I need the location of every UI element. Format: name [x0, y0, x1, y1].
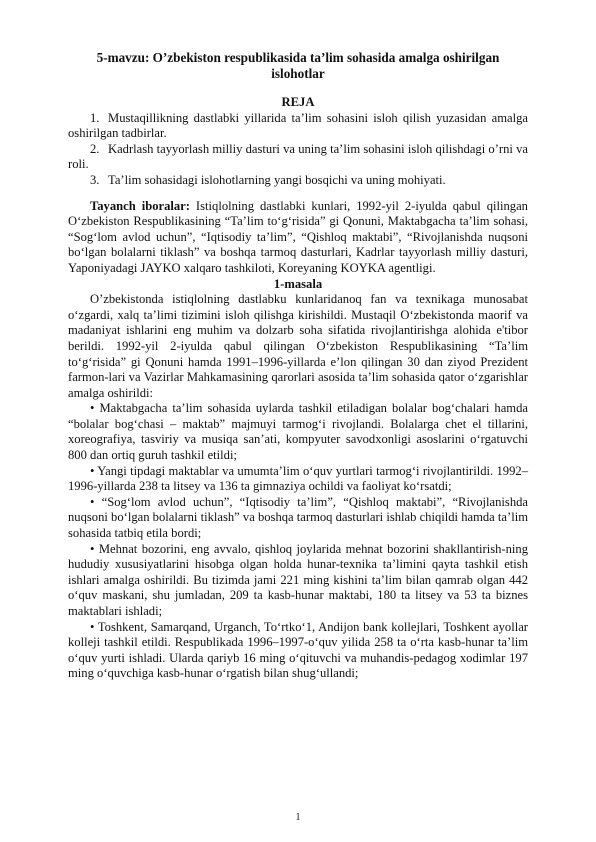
plan-item-number: 2. [90, 141, 100, 156]
keywords-paragraph [68, 199, 528, 277]
bullet-paragraph: • Yangi tipdagi maktablar va umumta’lim o‘quv yurtlari tarmog‘i rivojlantirildi. 1992–1996-yillarda 238 ta litsey va 136 ta gimnaziya ochildi va faoliyat ko‘rsatdi; [68, 463, 528, 494]
plan-item-text: Mustaqillikning dastlabki yillarida ta’lim sohasini isloh qilish yuzasidan amalga oshirilgan tadbirlar. [68, 110, 528, 141]
plan-item-text: Ta’lim sohasidagi islohotlarning yangi bosqichi va uning mohiyati. [108, 172, 446, 187]
plan-item-number: 1. [90, 110, 100, 125]
body-paragraph: O’zbekistonda istiqlolning dastlabku kunlaridanoq fan va texnikaga munosabat o‘zgardi, xalq ta’limi tizimini isloh qilishga kirishildi. Mustaqil O‘zbekistonda maorif va madaniyat ishlarini eng muhim va dolzarb soha sifatida rivojlantirishga alohida e'tibor berildi. 1992-yil 2-iyulda qabul qilingan O‘zbekiston Respublikasining “Ta’lim to‘g‘risida” gi Qonuni hamda 1991–1996-yillarda e’lon qilingan 30 dan ziyod Prezident farmon-lari va Vazirlar Mahkamasining qarorlari asosida ta’lim sohasida qator o‘zgarishlar amalga oshirildi: [68, 292, 528, 400]
section-heading: 1-masala [273, 276, 323, 291]
document-page [68, 50, 528, 682]
plan-item-number: 3. [90, 172, 100, 187]
bullet-paragraph: • “Sog‘lom avlod uchun”, “Iqtisodiy ta’lim”, “Qishloq maktabi”, “Rivojlanishda nuqsoni bo‘lgan bolalarni tiklash” va boshqa tarmoq dasturlari ishlab chiqildi hamda ta’lim sohasida tatbiq etila bordi; [68, 494, 528, 541]
keywords-label: Tayanch iboralar: [90, 198, 190, 213]
keywords-text: Istiqlolning dastlabki kunlari, 1992-yil 2-iyulda qabul qilingan O‘zbekiston Respublikasining “Ta’lim to‘g‘risida” gi Qonuni, Maktabgacha ta’lim sohasi, “Sog‘lom avlod uchun”, “Iqtisodiy ta’lim”, “Qishloq maktabi”, “Rivojlanishda nuqsoni bo‘lgan bolalarni tiklash” va boshqa tarmoq dasturlari, Kadrlar tayyorlash milliy dasturi, Yaponiyadagi JAYKO xalqaro tashkiloti, Koreyaning KOYKA agentligi. [68, 198, 528, 275]
plan-item [68, 111, 528, 142]
plan-heading: REJA [281, 95, 315, 109]
bullet-paragraph: • Mehnat bozorini, eng avvalo, qishloq joylarida mehnat bozorini shakllantirish-ning hududiy xususiyatlarini hisobga olgan holda hunar-texnika ta’limini qayta tashkil etish ishlari amalga oshirildi. Bu tizimda jami 221 ming kishini ta’lim bilan qamrab olgan 442 o‘quv maskani, shu jumladan, 209 ta kasb-hunar maktabi, 180 ta litsey va 53 ta biznes maktablari ishladi; [68, 541, 528, 618]
plan-item [68, 142, 528, 173]
bullet-paragraph: • Toshkent, Samarqand, Urganch, To‘rtko‘1, Andijon bank kollejlari, Toshkent ayollar kolleji tashkil etildi. Respublikada 1996–1997-o‘quv yilida 258 ta o‘rta kasb-hunar ta’lim o‘quv yurti ishladi. Ularda qariyb 16 ming o‘qituvchi va muhandis-pedagog xodimlar 197 ming o‘quvchiga kasb-hunar o‘rgatish bilan shug‘ullandi; [68, 619, 528, 681]
plan-item [68, 173, 528, 189]
page-number: 1 [295, 812, 301, 823]
plan-item-text: Kadrlash tayyorlash milliy dasturi va uning ta’lim sohasini isloh qilishdagi o’rni va roli. [68, 141, 528, 172]
document-title: 5-mavzu: O’zbekiston respublikasida ta’lim sohasida amalga oshirilgan islohotlar [96, 50, 500, 81]
bullet-paragraph: • Maktabgacha ta’lim sohasida uylarda tashkil etiladigan bolalar bog‘chalari hamda “bolalar bog‘chasi – maktab” majmuyi tarmog‘i rivojlandi. Bolalarga chet el tillarini, xoreografiya, tasviriy va musiqa san’ati, kompyuter savodxonligi asoslarini o‘rgatuvchi 800 dan ortiq guruh tashkil etildi; [68, 401, 528, 463]
